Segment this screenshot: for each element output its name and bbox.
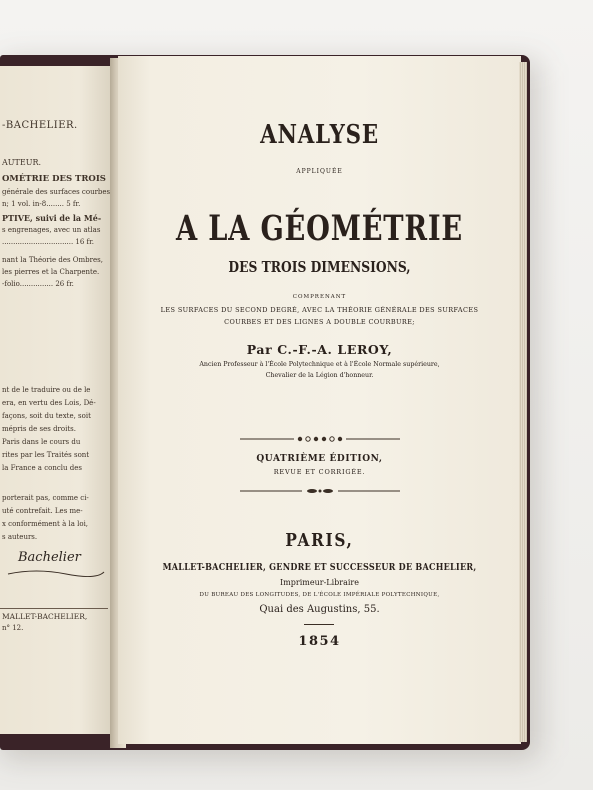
signature: Bachelier [18, 550, 81, 565]
ornament-rule [240, 434, 400, 444]
left-page-line: la France a conclu des [2, 464, 82, 472]
left-page-line: n; 1 vol. in-8........ 5 fr. [2, 200, 81, 208]
page-block-edge [519, 62, 527, 742]
book-title: ANALYSE [260, 120, 379, 150]
left-page-line: uté contrefait. Les me- [2, 507, 83, 515]
left-page-line: Paris dans le cours du [2, 438, 81, 446]
left-page-line: s auteurs. [2, 533, 38, 541]
publisher-address: Quai des Augustins, 55. [259, 604, 380, 615]
left-page-line: AUTEUR. [2, 158, 42, 167]
left-page-line: porterait pas, comme ci- [2, 494, 89, 502]
contents-line: LES SURFACES DU SECOND DEGRÉ, AVEC LA THÉORIE GÉNÉRALE DES SURFACES [160, 306, 479, 314]
printer-label: Imprimeur-Libraire [280, 578, 359, 587]
left-page-line: OMÉTRIE DES TROIS [2, 174, 106, 184]
left-page-line: x conformément à la loi, [2, 520, 89, 528]
left-page-line: PTIVE, suivi de la Mé- [2, 213, 102, 223]
left-page-line: -folio............... 26 fr. [2, 280, 74, 288]
ornament-rule [240, 486, 400, 496]
left-page-line: MALLET-BACHELIER, [2, 612, 88, 621]
signature-flourish [6, 566, 106, 580]
edition-label: QUATRIÈME ÉDITION, [256, 454, 383, 464]
comprising-label: COMPRENANT [292, 294, 347, 300]
left-page-line: n° 12. [2, 624, 24, 632]
left-page-line: nt de le traduire ou de le [2, 386, 91, 394]
rule [0, 608, 108, 609]
left-page-line: mépris de ses droits. [2, 425, 76, 433]
bureau-line: DU BUREAU DES LONGITUDES, DE L'ÉCOLE IMPÉRIALE POLYTECHNIQUE, [199, 592, 440, 598]
title-page [118, 56, 521, 744]
publication-city: PARIS, [285, 530, 354, 551]
author-credential: Ancien Professeur à l'École Polytechnique et à l'École Normale supérieure, [199, 361, 440, 368]
left-page-line: -BACHELIER. [2, 120, 78, 131]
subject-dimensions: DES TROIS DIMENSIONS, [228, 258, 411, 276]
left-page-line: façons, soit du texte, soit [2, 412, 91, 420]
rule [304, 624, 334, 625]
left-page-line: ................................ 16 fr. [2, 238, 94, 246]
publication-year: 1854 [298, 634, 341, 649]
subtitle-applied: APPLIQUÉE [296, 168, 343, 175]
left-page-line: générale des surfaces courbes [2, 188, 111, 196]
publisher: MALLET-BACHELIER, GENDRE ET SUCCESSEUR DE BACHELIER, [162, 562, 477, 573]
left-page-line: rites par les Traités sont [2, 451, 90, 459]
left-page-line: les pierres et la Charpente. [2, 268, 100, 276]
left-page [0, 66, 114, 734]
left-page-line: s engrenages, avec un atlas [2, 226, 101, 234]
contents-line: COURBES ET DES LIGNES A DOUBLE COURBURE; [224, 318, 415, 326]
left-page-line: nant la Théorie des Ombres, [2, 256, 103, 264]
author-credential: Chevalier de la Légion d'honneur. [265, 372, 374, 379]
author-name: Par C.-F.-A. LEROY, [246, 342, 393, 357]
book-subject: A LA GÉOMÉTRIE [175, 208, 463, 249]
left-page-line: era, en vertu des Lois, Dé- [2, 399, 96, 407]
revision-label: REVUE ET CORRIGÉE. [273, 468, 366, 476]
